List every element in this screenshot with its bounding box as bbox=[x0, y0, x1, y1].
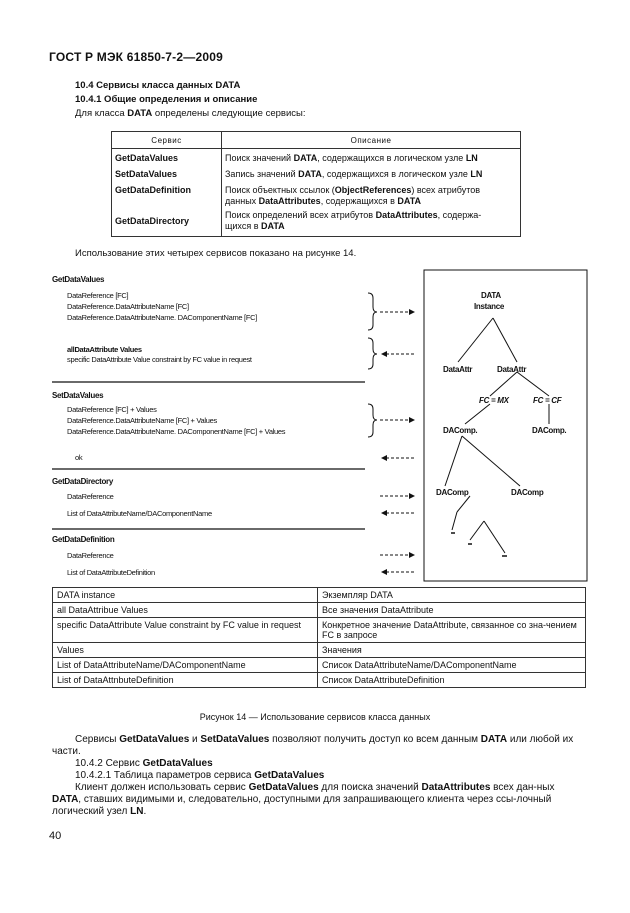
page-number: 40 bbox=[49, 830, 62, 842]
service-name: GetDataDefinition bbox=[112, 182, 222, 207]
get-title: GetDataValues bbox=[52, 275, 105, 284]
tree-dacomp-2: DAComp. bbox=[532, 426, 567, 435]
dir-title: GetDataDirectory bbox=[52, 477, 114, 486]
intro-line: Для класса DATA определены следующие сервисы: bbox=[75, 108, 306, 119]
tree-root-instance: Instance bbox=[474, 302, 505, 311]
legend-en: Values bbox=[53, 643, 318, 658]
para-4: Клиент должен использовать сервис GetDataValues для поиска значений DataAttributes всех дан-ных DATA, ставших видимыми и, следовательно, доступными для запрашивающего клиента через ссы-лочный логический узел LN. bbox=[52, 782, 555, 817]
def-title: GetDataDefinition bbox=[52, 535, 115, 544]
tree-fc-mx: FC = MX bbox=[479, 396, 509, 405]
get-resp-all: allDataAttribute Values bbox=[67, 345, 142, 354]
set-title: SetDataValues bbox=[52, 391, 104, 400]
usage-text: Использование этих четырех сервисов показано на рисунке 14. bbox=[75, 248, 357, 259]
legend-ru: Все значения DataAttribute bbox=[318, 603, 586, 618]
col-description: Описание bbox=[222, 132, 521, 149]
tree-dacomp-4: DAComp bbox=[511, 488, 544, 497]
set-req-3: DataReference.DataAttributeName. DAComponentName [FC] + Values bbox=[67, 427, 286, 436]
def-resp: List of DataAttributeDefinition bbox=[67, 568, 155, 577]
service-desc: Запись значений DATA, содержащихся в логическом узле LN bbox=[225, 169, 483, 179]
section-10-4-1-title: 10.4.1 Общие определения и описание bbox=[75, 94, 258, 105]
tree-dacomp-3: DAComp bbox=[436, 488, 469, 497]
def-req: DataReference bbox=[67, 551, 114, 560]
para-2: 10.4.2 Сервис GetDataValues bbox=[75, 758, 213, 769]
legend-ru: Экземпляр DATA bbox=[318, 588, 586, 603]
set-req-2: DataReference.DataAttributeName [FC] + Values bbox=[67, 416, 217, 425]
para-3: 10.4.2.1 Таблица параметров сервиса GetDataValues bbox=[75, 770, 325, 781]
set-req-1: DataReference [FC] + Values bbox=[67, 405, 157, 414]
legend-en: List of DataAttnbuteDefinition bbox=[53, 673, 318, 688]
tree-fc-cf: FC = CF bbox=[533, 396, 562, 405]
legend-ru: Список DataAttributeName/DAComponentName bbox=[318, 658, 586, 673]
legend-ru: Значения bbox=[318, 643, 586, 658]
legend-ru: Список DataAttributeDefinition bbox=[318, 673, 586, 688]
dir-resp: List of DataAttributeName/DAComponentName bbox=[67, 509, 212, 518]
service-name: SetDataValues bbox=[112, 166, 222, 182]
legend-en: DATA instance bbox=[53, 588, 318, 603]
tree-root-data: DATA bbox=[481, 291, 501, 300]
get-req-3: DataReference.DataAttributeName. DAComponentName [FC] bbox=[67, 313, 258, 322]
get-req-1: DataReference [FC] bbox=[67, 291, 129, 300]
service-desc: Поиск объектных ссылок (ObjectReferences) всех атрибутов данных DataAttributes, содержащихся в DATA bbox=[225, 185, 481, 206]
service-name: GetDataValues bbox=[112, 149, 222, 167]
page-header: ГОСТ Р МЭК 61850-7-2—2009 bbox=[49, 50, 223, 64]
service-desc: Поиск значений DATA, содержащихся в логическом узле LN bbox=[225, 153, 478, 163]
legend-en: all DataAttribue Values bbox=[53, 603, 318, 618]
tree-dataattr-1: DataAttr bbox=[443, 365, 473, 374]
get-resp-specific: specific DataAttribute Value constraint by FC value in request bbox=[67, 355, 252, 364]
para-1: Сервисы GetDataValues и SetDataValues позволяют получить доступ ко всем данным DATA или любой их части. bbox=[52, 734, 574, 757]
service-desc: Поиск определений всех атрибутов DataAttributes, содержа- щихся в DATA bbox=[225, 210, 482, 231]
set-ok: ok bbox=[75, 453, 83, 462]
section-10-4-title: 10.4 Сервисы класса данных DATA bbox=[75, 80, 241, 91]
figure-caption: Рисунок 14 — Использование сервисов класса данных bbox=[199, 712, 431, 722]
service-name: GetDataDirectory bbox=[112, 207, 222, 237]
legend-en: List of DataAttributeName/DAComponentName bbox=[53, 658, 318, 673]
tree-dataattr-2: DataAttr bbox=[497, 365, 527, 374]
tree-dacomp-1: DAComp. bbox=[443, 426, 478, 435]
col-service: Сервис bbox=[112, 132, 222, 149]
legend-en: specific DataAttribute Value constraint by FC value in request bbox=[53, 618, 318, 643]
dir-req: DataReference bbox=[67, 492, 114, 501]
get-req-2: DataReference.DataAttributeName [FC] bbox=[67, 302, 189, 311]
legend-ru: Конкретное значение DataAttribute, связанное со зна-чением FC в запросе bbox=[318, 618, 586, 643]
legend-table bbox=[52, 587, 586, 688]
